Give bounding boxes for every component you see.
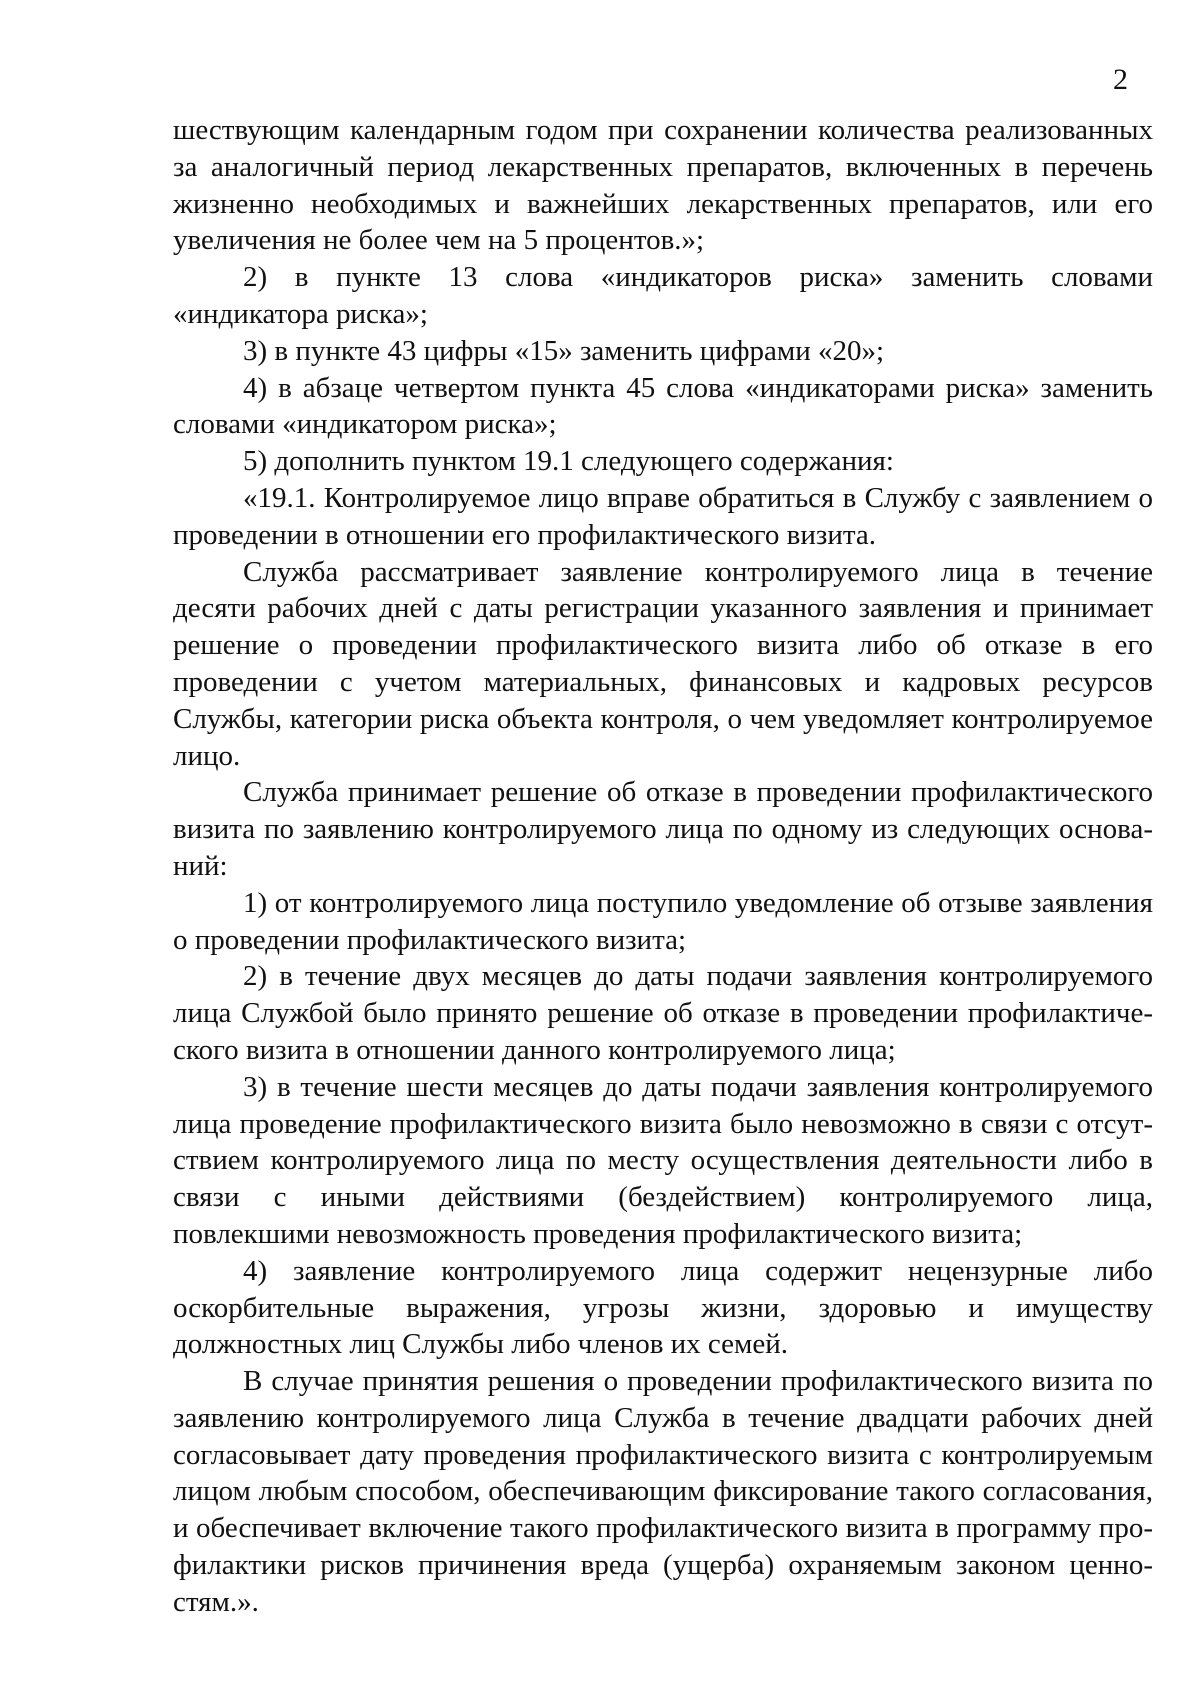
paragraph: Служба рассматривает заявление контролируемого лица в течение десяти рабочих дней с даты регистрации указанного заявления и принимает решение о проведении профилактического визита либо об отказе в его проведении с учетом материальных, финансовых и кадровых ресурсов Службы, категории риска объекта контроля, о чем уведомляет контролируемое лицо. xyxy=(173,555,1153,772)
paragraph: 1) от контролируемого лица поступило уведомление об отзыве заявления о проведении профилактического визита; xyxy=(173,886,1153,956)
paragraph: «19.1. Контролируемое лицо вправе обратиться в Службу с заявлением о проведении в отношении его профилактического визита. xyxy=(173,481,1153,551)
paragraph: 2) в течение двух месяцев до даты подачи заявления контролируемого лица Службой было принято решение об отказе в проведении профилактического визита в отношении данного контролируемого лица; xyxy=(173,960,1153,1066)
paragraph: 5) дополнить пунктом 19.1 следующего содержания: xyxy=(243,445,894,478)
paragraph: В случае принятия решения о проведении профилактического визита по заявлению контролируемого лица Служба в течение двадцати рабочих дней согласовывает дату проведения профилактического визита с контролируемым лицом любым способом, обеспечивающим фиксирование такого согласования, и обеспечивает включение такого профилактического визита в программу профилактики рисков причинения вреда (ущерба) охраняемым законом ценностям.». xyxy=(173,1365,1153,1618)
paragraph: 4) в абзаце четвертом пункта 45 слова «индикаторами риска» заменить словами «индикатором риска»; xyxy=(173,371,1153,441)
paragraph: 4) заявление контролируемого лица содержит нецензурные либо оскорбительные выражения, угрозы жизни, здоровью и имуществу должностных лиц Службы либо членов их семей. xyxy=(173,1254,1153,1361)
page-number: 2 xyxy=(1113,63,1128,96)
document-body xyxy=(173,112,1153,1621)
paragraph: 3) в пункте 43 цифры «15» заменить цифрами «20»; xyxy=(243,334,885,367)
paragraph: 2) в пункте 13 слова «индикаторов риска» заменить словами «индикатора риска»; xyxy=(173,261,1153,330)
paragraph: шествующим календарным годом при сохранении количества реализованных за аналогичный период лекарственных препаратов, включенных в перечень жизненно необходимых и важнейших лекарственных препаратов, или его увеличения не более чем на 5 процентов.»; xyxy=(173,114,1153,257)
paragraph: Служба принимает решение об отказе в проведении профилактического визита по заявлению контролируемого лица по одному из следующих оснований: xyxy=(173,776,1153,882)
paragraph: 3) в течение шести месяцев до даты подачи заявления контролируемого лица проведение профилактического визита было невозможно в связи с отсутствием контролируемого лица по месту осуществления деятельности либо в связи с иными действиями (бездействием) контролируемого лица, повлекшими невозможность проведения профилактического визита; xyxy=(173,1070,1153,1250)
